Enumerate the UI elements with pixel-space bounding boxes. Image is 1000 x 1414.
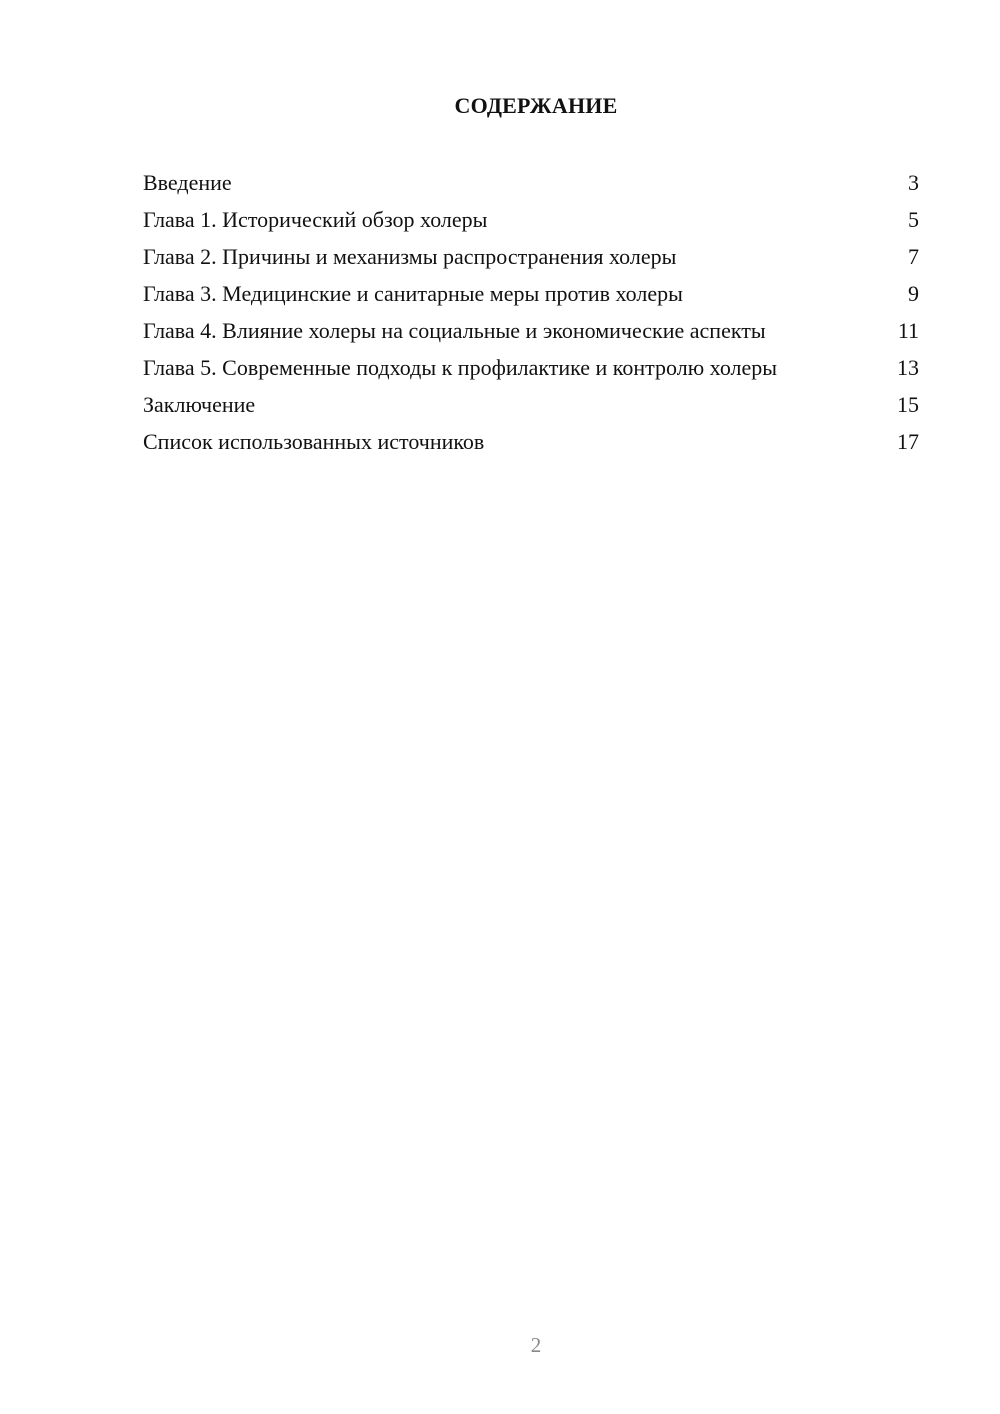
- toc-entry-page: 17: [897, 429, 919, 454]
- toc-entry-chapter-5: [143, 355, 919, 381]
- toc-entry-text: Глава 4. Влияние холеры на социальные и экономические аспекты: [143, 318, 766, 343]
- toc-entry-text: Заключение: [143, 392, 256, 417]
- toc-entry-references: [143, 429, 919, 455]
- toc-entry-text: Введение: [143, 170, 232, 195]
- toc-entry-page: 13: [897, 355, 919, 380]
- table-of-contents: [143, 170, 919, 466]
- toc-entry-page: 15: [897, 392, 919, 417]
- toc-entry-chapter-2: [143, 244, 919, 270]
- toc-entry-text: Глава 1. Исторический обзор холеры: [143, 207, 488, 232]
- toc-entry-text: Список использованных источников: [143, 429, 485, 454]
- toc-entry-page: 3: [908, 170, 919, 195]
- toc-entry-text: Глава 5. Современные подходы к профилактике и контролю холеры: [143, 355, 778, 380]
- toc-entry-page: 7: [908, 244, 919, 269]
- toc-entry-page: 9: [908, 281, 919, 306]
- toc-entry-conclusion: [143, 392, 919, 418]
- toc-entry-chapter-1: [143, 207, 919, 233]
- toc-entry-introduction: [143, 170, 919, 196]
- toc-entry-page: 11: [897, 318, 919, 343]
- toc-entry-text: Глава 2. Причины и механизмы распространения холеры: [143, 244, 677, 269]
- toc-entry-page: 5: [908, 207, 919, 232]
- page-number: 2: [530, 1333, 542, 1357]
- toc-entry-text: Глава 3. Медицинские и санитарные меры против холеры: [143, 281, 683, 306]
- toc-entry-chapter-4: [143, 318, 919, 344]
- toc-entry-chapter-3: [143, 281, 919, 307]
- toc-title: СОДЕРЖАНИЕ: [454, 93, 618, 118]
